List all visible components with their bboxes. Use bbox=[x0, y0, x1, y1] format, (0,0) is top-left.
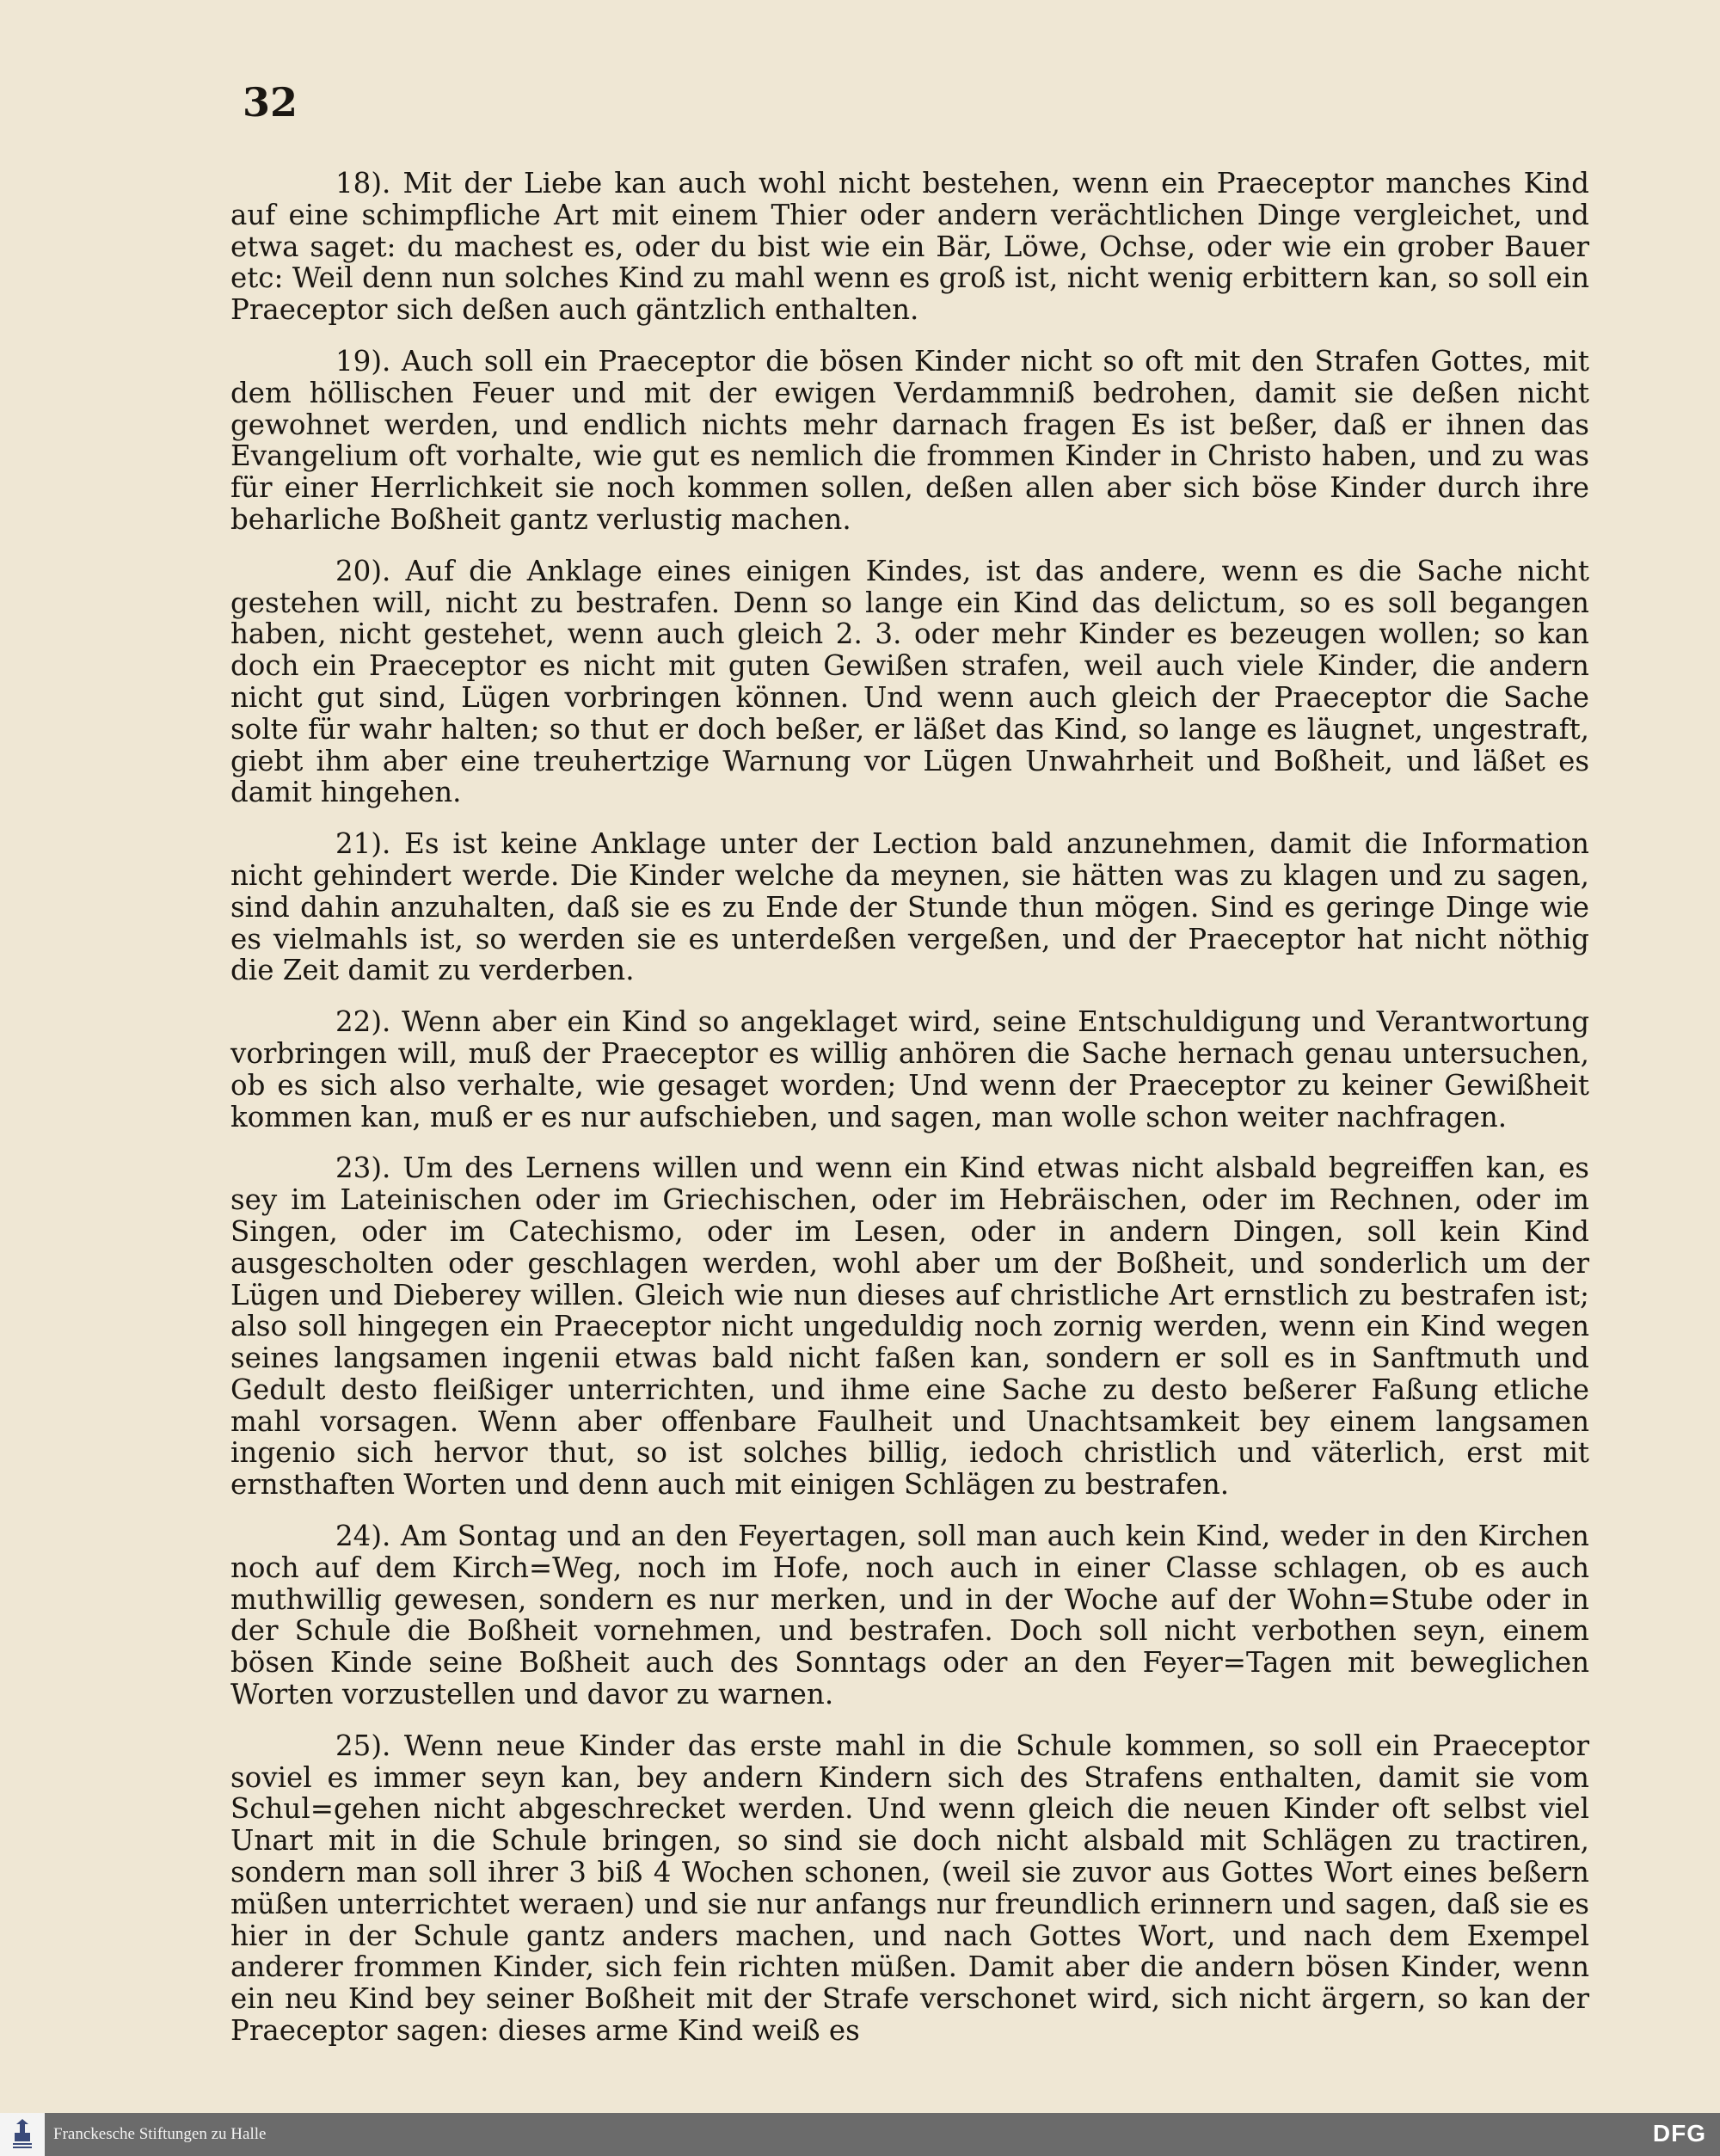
footer-bar bbox=[0, 2113, 1720, 2156]
page-text-body bbox=[230, 168, 1589, 2067]
footer-institution-link[interactable]: Franckesche Stiftungen zu Halle bbox=[53, 2125, 267, 2143]
paragraph-25: 25). Wenn neue Kinder das erste mahl in die Schule kommen, so soll ein Praeceptor soviel es immer seyn kan, bey andern Kindern sich des Strafens enthalten, damit sie vom Schul=gehen nicht abgeschrecket werden. Und wenn gleich die neuen Kinder oft selbst viel Unart mit in die Schule bringen, so sind sie doch nicht alsbald mit Schlägen zu tractiren, sondern man soll ihrer 3 biß 4 Wochen schonen, (weil sie zuvor aus Gottes Wort eines beßern müßen unterrichtet weraen) und sie nur anfangs nur freundlich erinnern und sagen, daß sie es hier in der Schule gantz anders machen, und nach Gottes Wort, und nach dem Exempel anderer frommen Kinder, sich fein richten müßen. Damit aber die andern bösen Kinder, wenn ein neu Kind bey seiner Boßheit mit der Strafe verschonet wird, sich nicht ärgern, so kan der Praeceptor sagen: dieses arme Kind weiß es bbox=[230, 1729, 1589, 2048]
paragraph-19: 19). Auch soll ein Praeceptor die bösen Kinder nicht so oft mit den Strafen Gottes, mit dem höllischen Feuer und mit der ewigen Verdammniß bedrohen, damit sie deßen nicht gewohnet werden, und endlich nichts mehr darnach fragen Es ist beßer, daß er ihnen das Evangelium oft vorhalte, wie gut es nemlich die frommen Kinder in Christo haben, und zu was für einer Herrlichkeit sie noch kommen sollen, deßen allen aber sich böse Kinder durch ihre beharliche Boßheit gantz verlustig machen. bbox=[230, 344, 1589, 536]
paragraph-20: 20). Auf die Anklage eines einigen Kindes, ist das andere, wenn es die Sache nicht gestehen will, nicht zu bestrafen. Denn so lange ein Kind das delictum, so es soll begangen haben, nicht gestehet, wenn auch gleich 2. 3. oder mehr Kinder es bezeugen wollen; so kan doch ein Praeceptor es nicht mit guten Gewißen strafen, weil auch viele Kinder, die andern nicht gut sind, Lügen vorbringen können. Und wenn auch gleich der Praeceptor die Sache solte für wahr halten; so thut er doch beßer, er läßet das Kind, so lange es läugnet, ungestraft, giebt ihm aber eine treuhertzige Warnung vor Lügen Unwahrheit und Boßheit, und läßet es damit hingehen. bbox=[230, 554, 1589, 809]
paragraph-18: 18). Mit der Liebe kan auch wohl nicht bestehen, wenn ein Praeceptor manches Kind auf eine schimpfliche Art mit einem Thier oder andern verächtlichen Dinge vergleichet, und etwa saget: du machest es, oder du bist wie ein Bär, Löwe, Ochse, oder wie ein grober Bauer etc: Weil denn nun solches Kind zu mahl wenn es groß ist, nicht wenig erbittern kan, so soll ein Praeceptor sich deßen auch gäntzlich enthalten. bbox=[230, 167, 1589, 327]
paragraph-22: 22). Wenn aber ein Kind so angeklaget wird, seine Entschuldigung und Verantwortung vorbringen will, muß der Praeceptor es willig anhören die Sache hernach genau untersuchen, ob es sich also verhalte, wie gesaget worden; Und wenn der Praeceptor zu keiner Gewißheit kommen kan, muß er es nur aufschieben, und sagen, man wolle schon weiter nachfragen. bbox=[230, 1005, 1589, 1133]
dfg-logo: DFG bbox=[1652, 2120, 1706, 2147]
franckesche-stiftungen-logo-icon bbox=[0, 2113, 45, 2156]
paragraph-23: 23). Um des Lernens willen und wenn ein Kind etwas nicht alsbald begreiffen kan, es sey im Lateinischen oder im Griechischen, oder im Hebräischen, oder im Rechnen, oder im Singen, oder im Catechismo, oder im Lesen, oder in andern Dingen, soll kein Kind ausgescholten oder geschlagen werden, wohl aber um der Boßheit, und sonderlich um der Lügen und Dieberey willen. Gleich wie nun dieses auf christliche Art ernstlich zu bestrafen ist; also soll hingegen ein Praeceptor nicht ungeduldig noch zornig werden, wenn ein Kind wegen seines langsamen ingenii etwas bald nicht faßen kan, sondern er soll es in Sanftmuth und Gedult desto fleißiger unterrichten, und ihme eine Sache zu desto beßerer Faßung etliche mahl vorsagen. Wenn aber offenbare Faulheit und Unachtsamkeit bey einem langsamen ingenio sich hervor thut, so ist solches billig, iedoch christlich und väterlich, erst mit ernsthaften Worten und denn auch mit einigen Schlägen zu bestrafen. bbox=[230, 1152, 1589, 1502]
paragraph-24: 24). Am Sontag und an den Feyertagen, soll man auch kein Kind, weder in den Kirchen noch auf dem Kirch=Weg, noch im Hofe, noch auch in einer Classe schlagen, ob es auch muthwillig gewesen, sondern es nur merken, und in der Woche auf der Wohn=Stube oder in der Schule die Boßheit vornehmen, und bestrafen. Doch soll nicht verbothen seyn, einem bösen Kinde seine Boßheit auch des Sonntags oder an den Feyer=Tagen mit beweglichen Worten vorzustellen und davor zu warnen. bbox=[230, 1520, 1589, 1711]
page-number: 32 bbox=[243, 79, 298, 126]
paragraph-21: 21). Es ist keine Anklage unter der Lection bald anzunehmen, damit die Information nicht gehindert werde. Die Kinder welche da meynen, sie hätten was zu klagen und zu sagen, sind dahin anzuhalten, daß sie es zu Ende der Stunde thun mögen. Sind es geringe Dinge wie es vielmahls ist, so werden sie es unterdeßen vergeßen, und der Praeceptor hat nicht nöthig die Zeit damit zu verderben. bbox=[230, 827, 1589, 987]
